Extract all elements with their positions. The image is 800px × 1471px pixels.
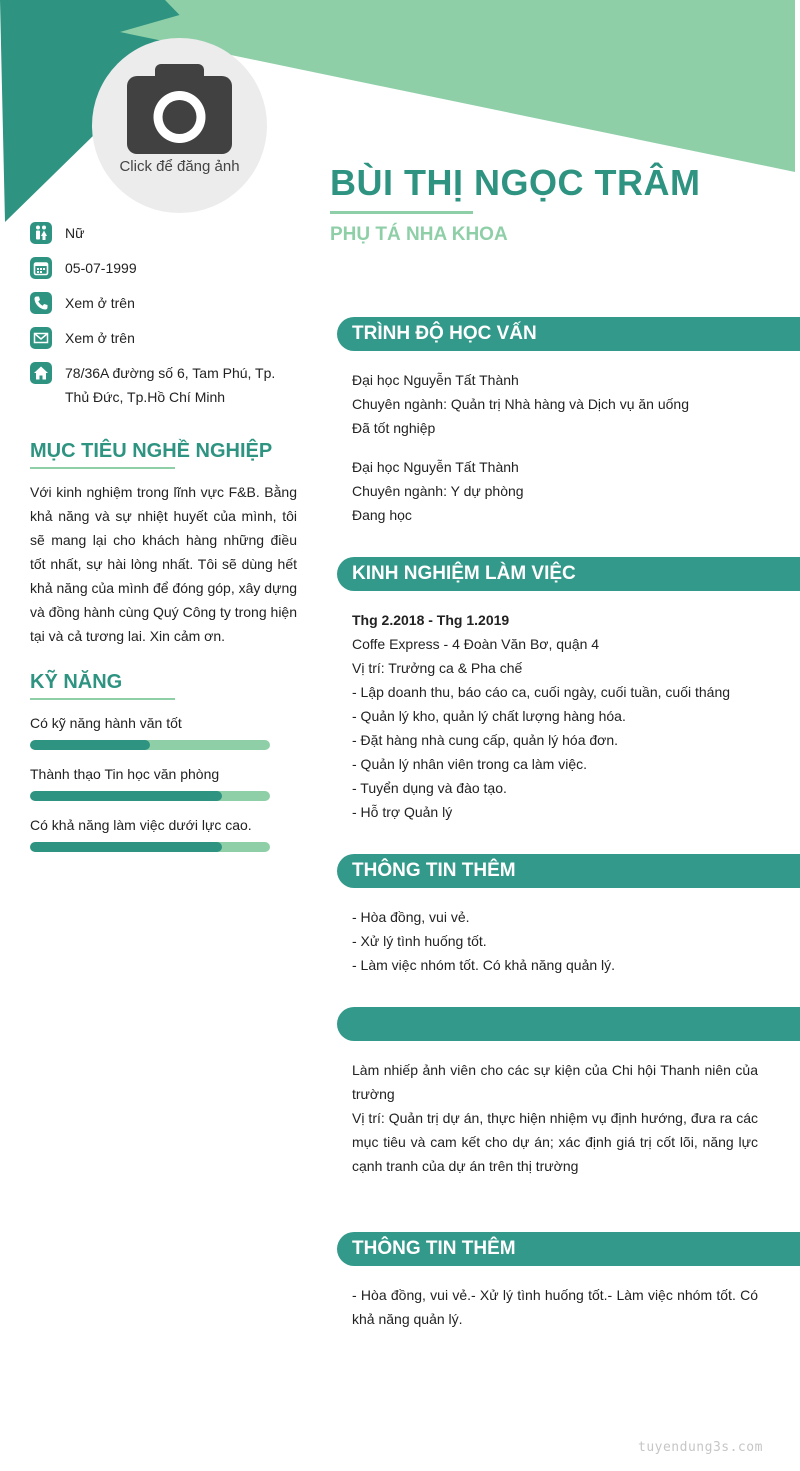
skill-bar-fill: [30, 791, 222, 801]
activity-content: [352, 1058, 758, 1178]
objective-text: Với kinh nghiệm trong lĩnh vực F&B. Bằng khả năng và sự nhiệt huyết của mình, tôi sẽ mang lại cho khách hàng những điều tốt nhất, sự hài lòng nhất. Tôi sẽ dùng hết khả năng của mình để đóng góp, xây dựng và đồng hành cùng Quý Công ty trong hiện tại và cả tương lai. Xin cảm ơn.: [30, 484, 298, 644]
contact-address: [30, 362, 300, 409]
contact-phone-text: Xem ở trên: [65, 295, 135, 311]
additional-item: - Làm việc nhóm tốt. Có khả năng quản lý.: [352, 957, 616, 973]
photo-upload[interactable]: [92, 38, 267, 213]
phone-icon: [30, 292, 52, 314]
skill-bar-fill: [30, 842, 222, 852]
experience-duty: - Hỗ trợ Quản lý: [352, 804, 453, 820]
experience-duty: - Lập doanh thu, báo cáo ca, cuối ngày, cuối tuần, cuối tháng: [352, 684, 731, 700]
skill-label: Có khả năng làm việc dưới lực cao.: [30, 817, 252, 833]
skill-bar: [30, 791, 270, 801]
experience-company: Coffe Express - 4 Đoàn Văn Bơ, quận 4: [352, 636, 600, 652]
watermark: tuyendung3s.com: [638, 1440, 763, 1455]
section-experience-header: KINH NGHIỆM LÀM VIỆC: [337, 557, 800, 591]
gender-icon: [30, 222, 52, 244]
skill-bar: [30, 842, 270, 852]
contact-info: [30, 222, 300, 421]
contact-address-text: 78/36A đường số 6, Tam Phú, Tp. Thủ Đức, Tp.Hồ Chí Minh: [65, 365, 276, 405]
experience-duty: - Đặt hàng nhà cung cấp, quản lý hóa đơn.: [352, 732, 619, 748]
skills-title: KỸ NĂNG: [30, 671, 123, 693]
photo-upload-label: Click để đăng ảnh: [119, 158, 240, 175]
additional-item: - Hòa đồng, vui vẻ.: [352, 909, 470, 925]
experience-position: Vị trí: Trưởng ca & Pha chế: [352, 660, 523, 676]
contact-email: [30, 327, 300, 350]
contact-birthdate: [30, 257, 300, 280]
additional-item: - Xử lý tình huống tốt.: [352, 933, 487, 949]
education-school: Đại học Nguyễn Tất Thành: [352, 459, 519, 475]
education-status: Đang học: [352, 507, 412, 523]
job-title: PHỤ TÁ NHA KHOA: [330, 224, 508, 245]
education-entry: [352, 368, 758, 440]
skill-bar: [30, 740, 270, 750]
education-major: Chuyên ngành: Y dự phòng: [352, 483, 524, 499]
objective-underline: [30, 467, 175, 469]
experience-duty: - Quản lý kho, quản lý chất lượng hàng hóa.: [352, 708, 626, 724]
section-additional-header: THÔNG TIN THÊM: [337, 854, 800, 888]
additional-content: [352, 905, 758, 977]
name-underline: [330, 211, 473, 214]
skills-underline: [30, 698, 175, 700]
skill-item: [30, 814, 270, 852]
home-icon: [30, 362, 52, 384]
additional-2-content: [352, 1283, 758, 1331]
experience-period: Thg 2.2018 - Thg 1.2019: [352, 612, 510, 628]
education-school: Đại học Nguyễn Tất Thành: [352, 372, 519, 388]
section-additional-2-header: THÔNG TIN THÊM: [337, 1232, 800, 1266]
experience-duty: - Tuyển dụng và đào tạo.: [352, 780, 507, 796]
education-entry: [352, 455, 758, 527]
skill-item: [30, 712, 270, 750]
experience-duty: - Quản lý nhân viên trong ca làm việc.: [352, 756, 588, 772]
section-activity-header: [337, 1007, 800, 1041]
candidate-name: BÙI THỊ NGỌC TRÂM: [330, 162, 701, 203]
experience-content: [352, 608, 758, 824]
mail-icon: [30, 327, 52, 349]
contact-phone: [30, 292, 300, 315]
contact-gender: [30, 222, 300, 245]
contact-birthdate-text: 05-07-1999: [65, 260, 137, 276]
additional-2-text: - Hòa đồng, vui vẻ.- Xử lý tình huống tốt.- Làm việc nhóm tốt. Có khả năng quản lý.: [352, 1287, 758, 1327]
education-status: Đã tốt nghiệp: [352, 420, 436, 436]
skill-label: Có kỹ năng hành văn tốt: [30, 715, 182, 731]
contact-email-text: Xem ở trên: [65, 330, 135, 346]
skill-label: Thành thạo Tin học văn phòng: [30, 766, 220, 782]
skill-bar-fill: [30, 740, 150, 750]
activity-role: Vị trí: Quản trị dự án, thực hiện nhiệm vụ định hướng, đưa ra các mục tiêu và cam kết cho dự án; xác định giá trị cốt lõi, năng lực cạnh tranh của dự án trên thị trường: [352, 1110, 758, 1174]
calendar-icon: [30, 257, 52, 279]
education-content: [352, 368, 758, 542]
contact-gender-text: Nữ: [65, 225, 85, 241]
section-education-header: TRÌNH ĐỘ HỌC VẤN: [337, 317, 800, 351]
objective-title: MỤC TIÊU NGHỀ NGHIỆP: [30, 440, 273, 462]
activity-description: Làm nhiếp ảnh viên cho các sự kiện của Chi hội Thanh niên của trường: [352, 1062, 758, 1102]
camera-icon: [127, 64, 232, 154]
skills-list: [30, 712, 270, 865]
education-major: Chuyên ngành: Quản trị Nhà hàng và Dịch vụ ăn uống: [352, 396, 690, 412]
skill-item: [30, 763, 270, 801]
